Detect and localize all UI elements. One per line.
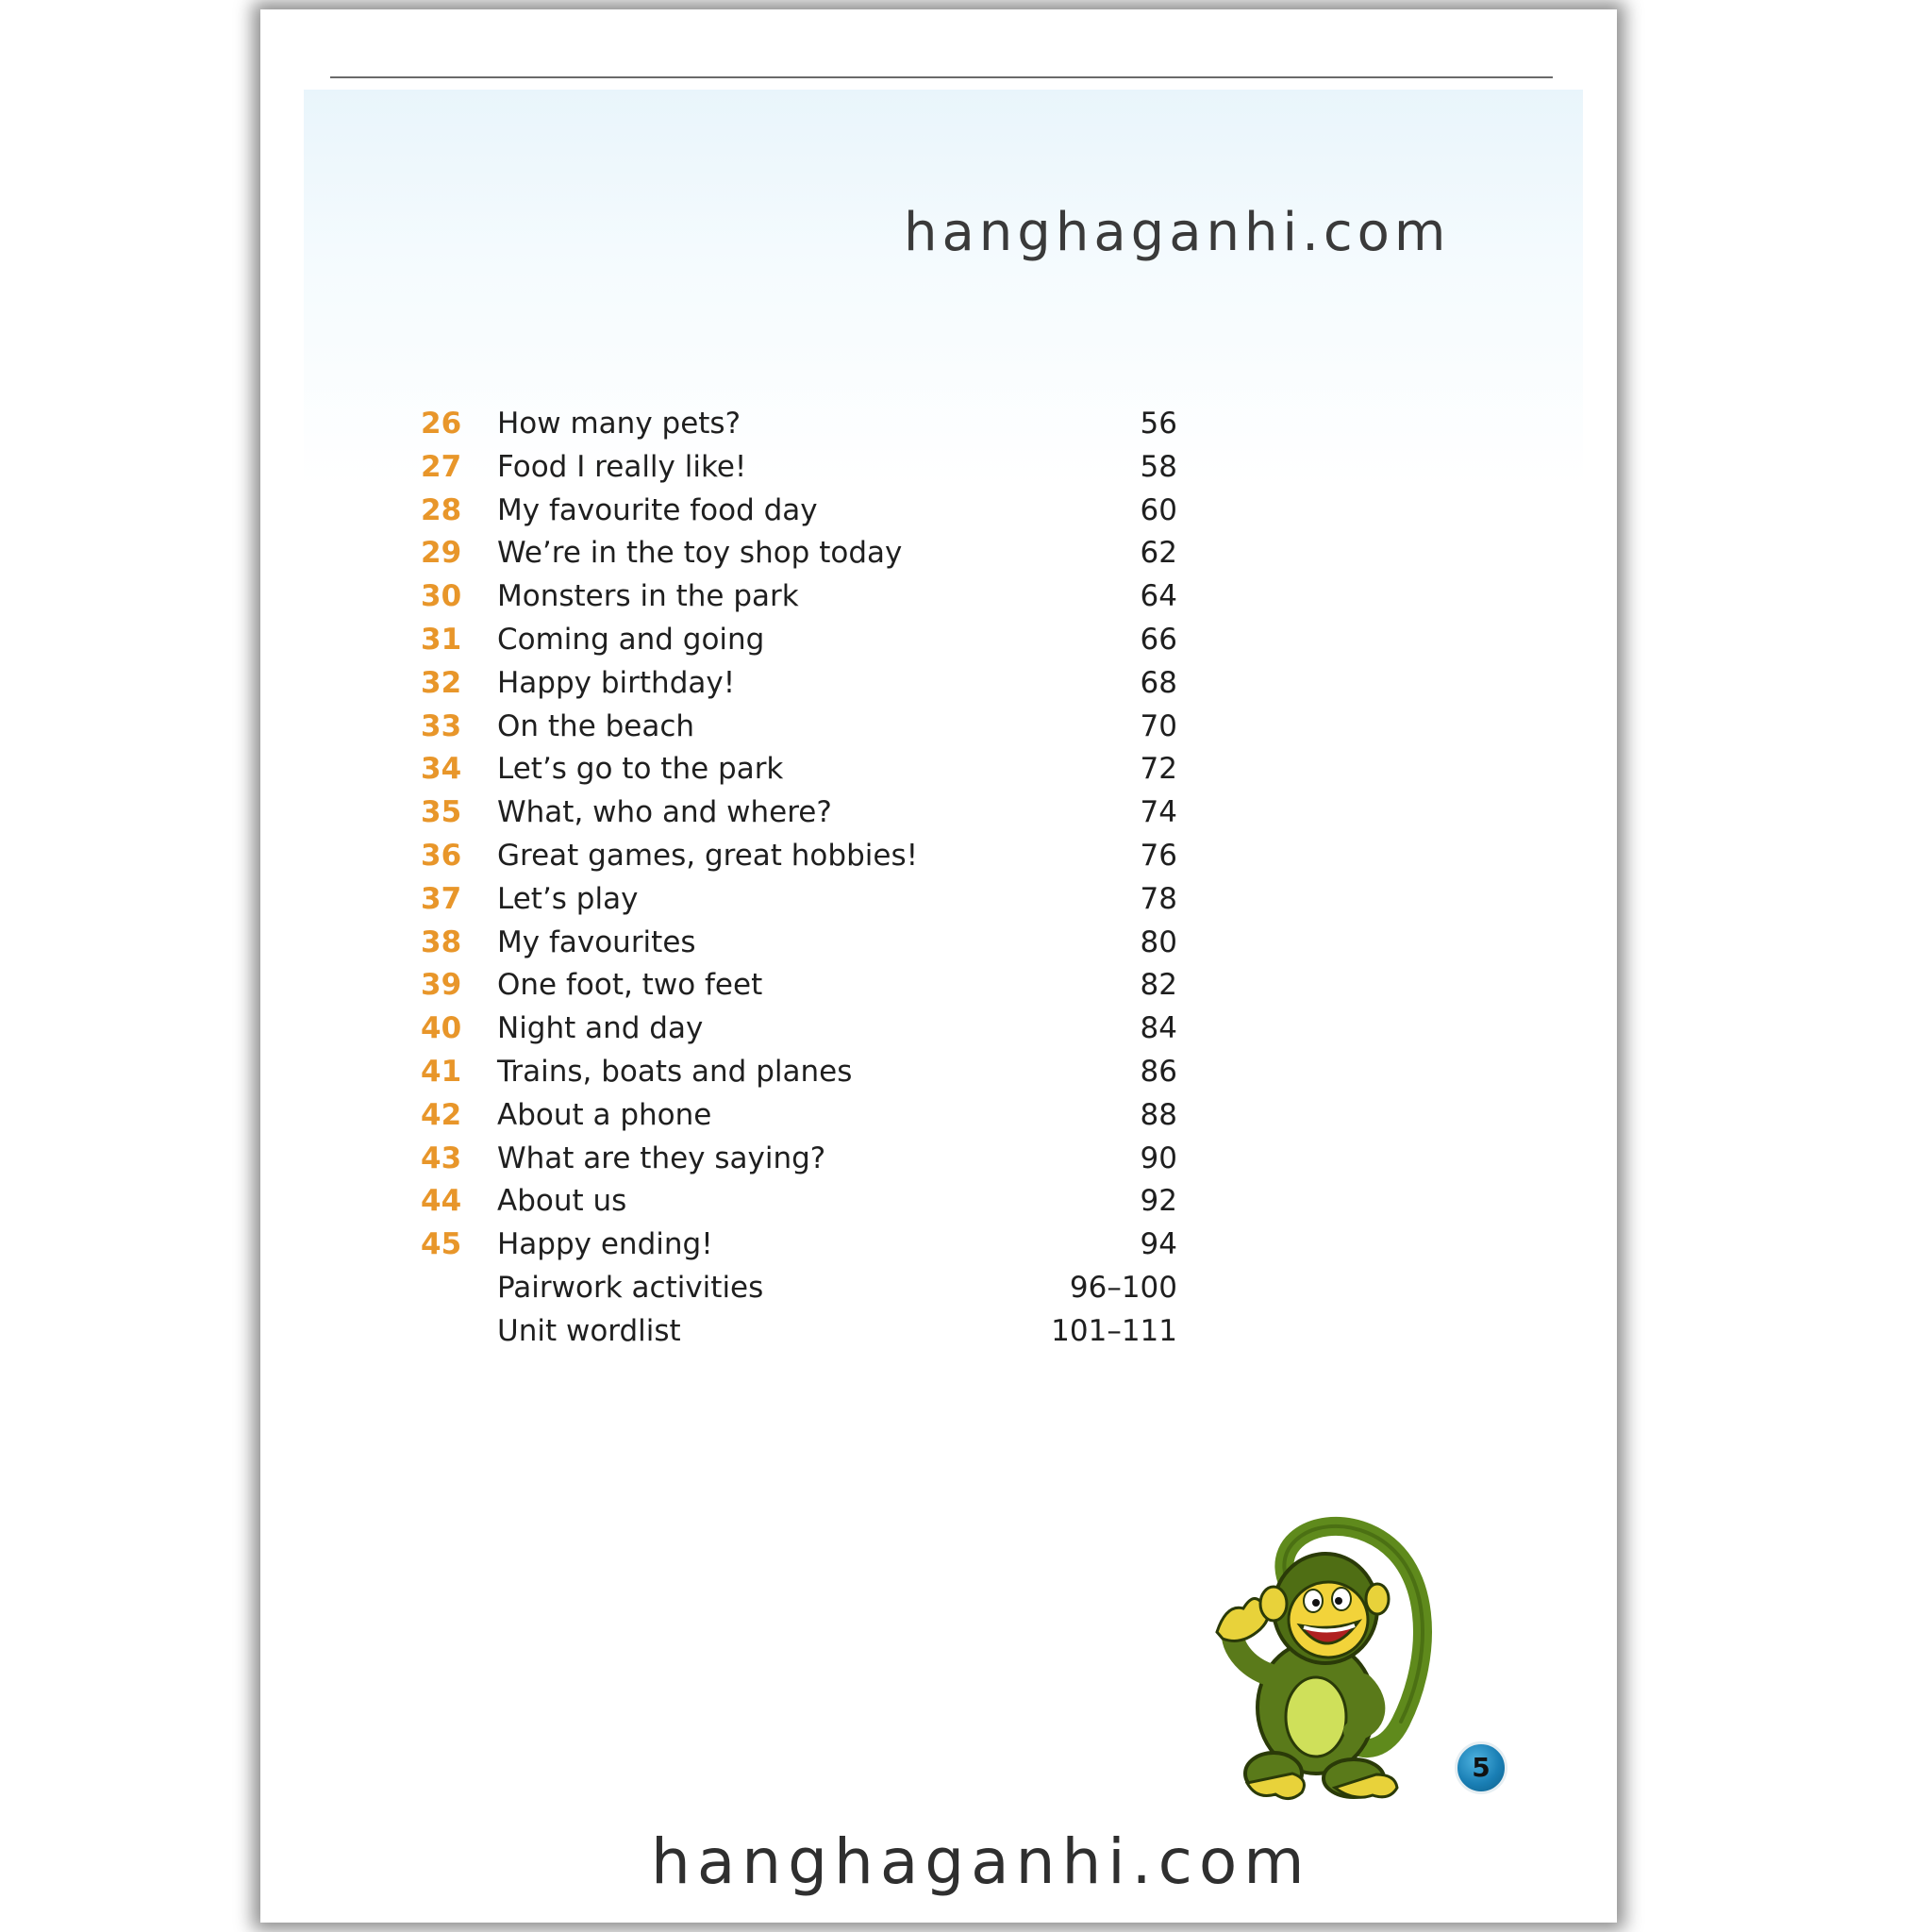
toc-row [0,618,1932,661]
unit-number: 33 [421,708,462,743]
toc-row [0,1266,1932,1309]
page-reference: 62 [1140,536,1177,571]
page-reference: 56 [1140,407,1177,441]
unit-title: About a phone [497,1097,712,1132]
unit-title: Happy birthday! [497,665,736,700]
page-reference: 96–100 [1069,1270,1177,1305]
top-rule [330,76,1553,78]
page-reference: 76 [1140,838,1177,873]
toc-row [0,1007,1932,1050]
watermark-top: hanghaganhi.com [904,202,1451,263]
toc-row [0,877,1932,921]
toc-row [0,661,1932,705]
toc-row [0,402,1932,445]
unit-title: Pairwork activities [497,1270,764,1305]
unit-title: About us [497,1184,627,1219]
unit-number: 38 [421,924,462,959]
unit-number: 31 [421,622,462,657]
table-of-contents [0,402,1932,1353]
unit-title: How many pets? [497,407,741,441]
unit-title: Let’s play [497,881,639,916]
page-reference: 86 [1140,1054,1177,1089]
unit-number: 26 [421,407,462,441]
monkey-mascot-icon [1198,1514,1462,1807]
page-reference: 88 [1140,1097,1177,1132]
unit-title: On the beach [497,708,695,743]
page-reference: 94 [1140,1227,1177,1262]
unit-title: Let’s go to the park [497,752,784,787]
page-reference: 80 [1140,924,1177,959]
page-reference: 66 [1140,622,1177,657]
unit-title: My favourites [497,924,696,959]
page-number-badge: 5 [1455,1741,1507,1794]
unit-title: Monsters in the park [497,579,799,614]
page-reference: 60 [1140,492,1177,527]
toc-row [0,1179,1932,1223]
unit-number: 40 [421,1011,462,1046]
page-reference: 72 [1140,752,1177,787]
unit-number: 43 [421,1141,462,1175]
page-reference: 64 [1140,579,1177,614]
unit-title: What are they saying? [497,1141,826,1175]
page-reference: 74 [1140,795,1177,830]
page-reference: 92 [1140,1184,1177,1219]
unit-number: 27 [421,449,462,484]
toc-row [0,791,1932,834]
page-reference: 70 [1140,708,1177,743]
unit-number: 45 [421,1227,462,1262]
toc-row [0,531,1932,575]
unit-number: 34 [421,752,462,787]
unit-title: What, who and where? [497,795,832,830]
toc-row [0,834,1932,877]
toc-row [0,1050,1932,1093]
unit-number: 44 [421,1184,462,1219]
unit-title: My favourite food day [497,492,818,527]
unit-number: 29 [421,536,462,571]
toc-row [0,575,1932,618]
page-reference: 101–111 [1051,1313,1177,1348]
page-reference: 78 [1140,881,1177,916]
unit-title: Unit wordlist [497,1313,681,1348]
unit-title: Night and day [497,1011,704,1046]
toc-row [0,1137,1932,1180]
unit-title: Happy ending! [497,1227,713,1262]
toc-row [0,747,1932,791]
unit-number: 37 [421,881,462,916]
toc-row [0,1309,1932,1353]
page-reference: 82 [1140,968,1177,1003]
toc-row [0,705,1932,748]
unit-number: 36 [421,838,462,873]
unit-number: 30 [421,579,462,614]
unit-number: 39 [421,968,462,1003]
page-reference: 84 [1140,1011,1177,1046]
unit-title: Coming and going [497,622,765,657]
unit-number: 42 [421,1097,462,1132]
toc-row [0,963,1932,1007]
toc-row [0,445,1932,489]
page-reference: 68 [1140,665,1177,700]
toc-row [0,489,1932,532]
unit-number: 41 [421,1054,462,1089]
toc-row [0,1223,1932,1266]
watermark-bottom: hanghaganhi.com [651,1825,1311,1898]
unit-title: We’re in the toy shop today [497,536,903,571]
unit-title: Trains, boats and planes [497,1054,853,1089]
unit-number: 32 [421,665,462,700]
unit-title: One foot, two feet [497,968,763,1003]
toc-row [0,1093,1932,1137]
unit-number: 35 [421,795,462,830]
unit-title: Food I really like! [497,449,747,484]
page-reference: 90 [1140,1141,1177,1175]
unit-title: Great games, great hobbies! [497,838,919,873]
toc-row [0,921,1932,964]
unit-number: 28 [421,492,462,527]
page-reference: 58 [1140,449,1177,484]
